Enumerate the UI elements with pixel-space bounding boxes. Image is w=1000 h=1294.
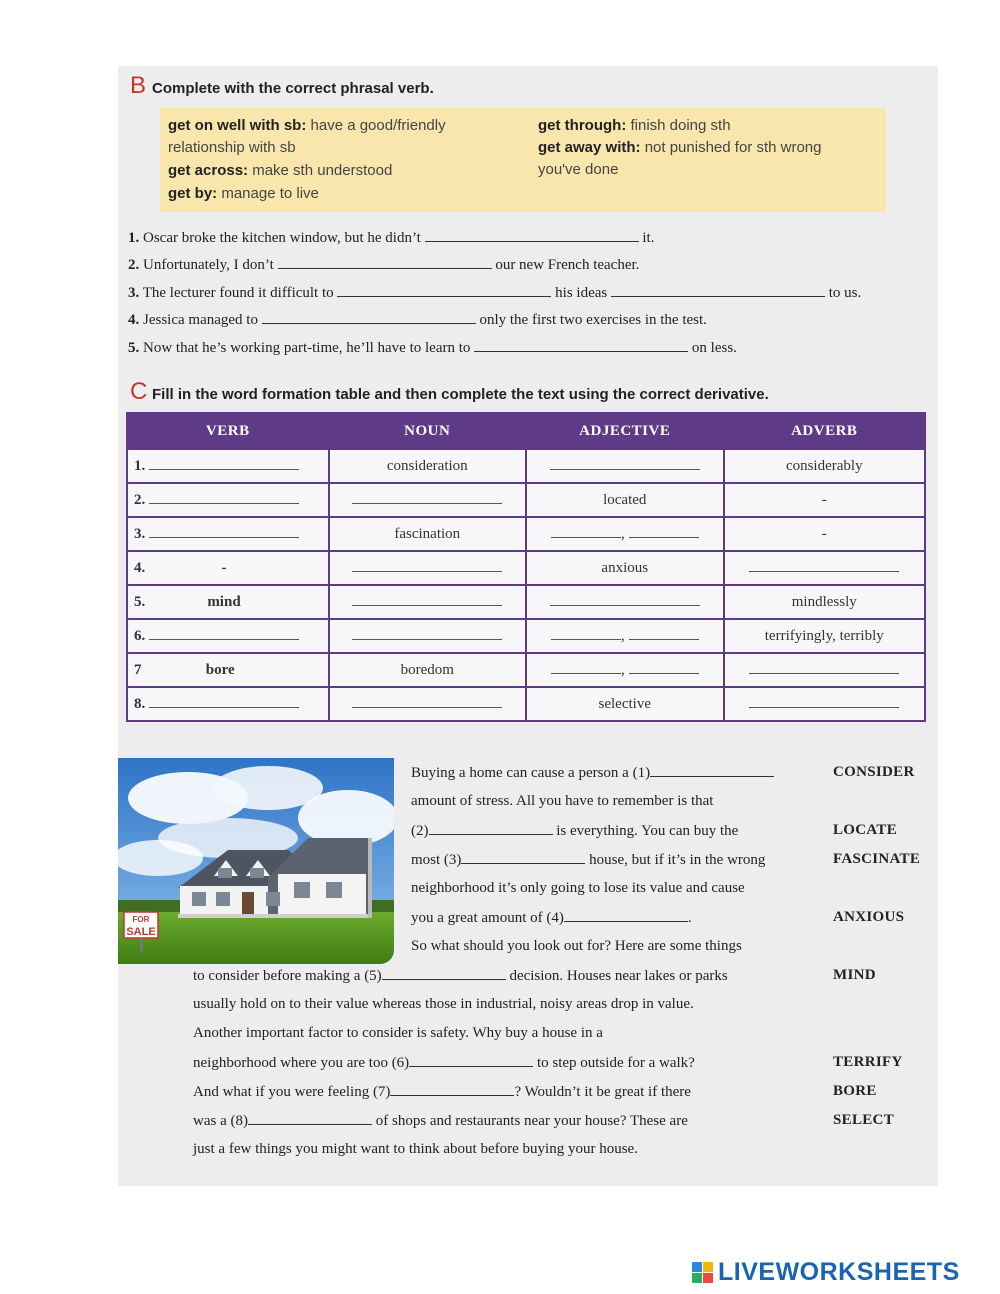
passage-text: (2) xyxy=(411,823,429,839)
row-number: 7 xyxy=(134,661,142,678)
header-adjective: ADJECTIVE xyxy=(526,413,724,449)
answer-blank[interactable] xyxy=(551,661,621,674)
text-line-3 xyxy=(411,822,738,840)
definition-meaning: finish doing sth xyxy=(626,117,731,134)
question-number: 2. xyxy=(128,257,140,273)
definition-term: get across: xyxy=(168,162,249,179)
verb-value: bore xyxy=(205,661,235,678)
gap-6-blank[interactable] xyxy=(409,1054,533,1067)
question-b1 xyxy=(128,229,654,247)
house-for-sale-photo xyxy=(118,758,394,964)
definition-term: get by: xyxy=(168,185,218,202)
row-number: 4. xyxy=(134,559,146,576)
question-text: to us. xyxy=(824,285,862,301)
question-text: Oscar broke the kitchen window, but he didn’t xyxy=(139,230,425,246)
passage-text: ? Wouldn’t it be great if there xyxy=(514,1084,691,1100)
table-row xyxy=(127,551,925,585)
table-row xyxy=(127,653,925,687)
answer-blank[interactable] xyxy=(149,525,299,538)
table-header-row xyxy=(127,413,925,449)
adverb-cell: terrifyingly, terribly xyxy=(724,619,925,653)
header-adverb: ADVERB xyxy=(724,413,925,449)
text-line-8 xyxy=(193,967,728,985)
definition-get-across xyxy=(168,160,392,182)
answer-blank[interactable] xyxy=(278,256,492,269)
gap-1-blank[interactable] xyxy=(650,764,774,777)
question-number: 4. xyxy=(128,312,140,328)
answer-blank[interactable] xyxy=(749,559,899,572)
answer-blank[interactable] xyxy=(352,593,502,606)
liveworksheets-logo-icon xyxy=(692,1262,714,1284)
verb-cell xyxy=(127,585,329,619)
header-verb: VERB xyxy=(127,413,329,449)
definition-meaning: make sth understood xyxy=(248,162,393,179)
question-b5 xyxy=(128,339,737,357)
passage-text: to consider before making a (5) xyxy=(193,968,382,984)
answer-blank[interactable] xyxy=(474,339,688,352)
row-number: 2. xyxy=(134,492,146,508)
noun-cell xyxy=(329,687,527,721)
adjective-cell: anxious xyxy=(526,551,724,585)
passage-text: And what if you were feeling (7) xyxy=(193,1084,391,1100)
question-b3 xyxy=(128,284,861,302)
noun-cell xyxy=(329,585,527,619)
adverb-cell: - xyxy=(724,483,925,517)
keyword-mind: MIND xyxy=(833,967,876,983)
definition-term: get on well with sb: xyxy=(168,117,307,134)
definition-meaning: not punished for sth wrong xyxy=(640,139,822,156)
passage-text: most (3) xyxy=(411,852,462,868)
text-line-9: usually hold on to their value whereas those in industrial, noisy areas drop in value. xyxy=(193,996,694,1012)
adjective-cell xyxy=(526,585,724,619)
noun-cell: fascination xyxy=(329,517,527,551)
question-text: The lecturer found it difficult to xyxy=(139,285,338,301)
section-c-letter: C xyxy=(130,378,148,405)
text-line-7: So what should you look out for? Here are some things xyxy=(411,938,742,954)
passage-text: . xyxy=(687,910,692,926)
table-row xyxy=(127,483,925,517)
adverb-cell: considerably xyxy=(724,449,925,483)
gap-2-blank[interactable] xyxy=(429,822,553,835)
gap-8-blank[interactable] xyxy=(248,1112,372,1125)
verb-cell xyxy=(127,483,329,517)
answer-blank[interactable] xyxy=(749,695,899,708)
row-number: 3. xyxy=(134,526,146,542)
noun-cell xyxy=(329,551,527,585)
passage-text: is everything. You can buy the xyxy=(552,823,739,839)
answer-blank[interactable] xyxy=(629,525,699,538)
table-row xyxy=(127,619,925,653)
answer-blank[interactable] xyxy=(550,593,700,606)
verb-value: - xyxy=(221,559,227,576)
answer-blank[interactable] xyxy=(550,457,700,470)
adverb-cell xyxy=(724,687,925,721)
question-text: Now that he’s working part-time, he’ll have to learn to xyxy=(139,340,475,356)
keyword-terrify: TERRIFY xyxy=(833,1054,903,1070)
verb-cell xyxy=(127,619,329,653)
keyword-bore: BORE xyxy=(833,1083,877,1099)
question-b4 xyxy=(128,311,707,329)
table-row xyxy=(127,585,925,619)
answer-blank[interactable] xyxy=(551,525,621,538)
row-number: 1. xyxy=(134,458,146,474)
answer-blank[interactable] xyxy=(337,284,551,297)
answer-blank[interactable] xyxy=(749,661,899,674)
gap-3-blank[interactable] xyxy=(461,851,585,864)
question-number: 1. xyxy=(128,230,140,246)
text-line-5: neighborhood it’s only going to lose its value and cause xyxy=(411,880,745,896)
section-c-title: Fill in the word formation table and then complete the text using the correct derivative. xyxy=(152,386,769,403)
answer-blank[interactable] xyxy=(149,457,299,470)
verb-cell xyxy=(127,449,329,483)
answer-blank[interactable] xyxy=(352,627,502,640)
text-line-4 xyxy=(411,851,765,869)
noun-cell: consideration xyxy=(329,449,527,483)
adjective-cell xyxy=(526,517,724,551)
row-number: 5. xyxy=(134,593,146,610)
liveworksheets-logo-text: LIVEWORKSHEETS xyxy=(718,1258,960,1286)
keyword-fascinate: FASCINATE xyxy=(833,851,921,867)
passage-text: neighborhood where you are too (6) xyxy=(193,1055,410,1071)
text-line-10: Another important factor to consider is safety. Why buy a house in a xyxy=(193,1025,603,1041)
table-row xyxy=(127,517,925,551)
passage-text: you a great amount of (4) xyxy=(411,910,564,926)
comma: , xyxy=(621,628,625,644)
answer-blank[interactable] xyxy=(149,695,299,708)
house-illustration xyxy=(118,758,394,964)
passage-text: was a (8) xyxy=(193,1113,248,1129)
keyword-select: SELECT xyxy=(833,1112,894,1128)
answer-blank[interactable] xyxy=(149,491,299,504)
adverb-cell xyxy=(724,551,925,585)
question-text: on less. xyxy=(688,340,737,356)
question-number: 3. xyxy=(128,285,140,301)
answer-blank[interactable] xyxy=(262,311,476,324)
verb-value: mind xyxy=(207,593,241,610)
adjective-cell xyxy=(526,449,724,483)
table-row xyxy=(127,449,925,483)
row-number: 6. xyxy=(134,628,146,644)
adjective-cell xyxy=(526,653,724,687)
table-row xyxy=(127,687,925,721)
question-text: only the first two exercises in the test. xyxy=(475,312,707,328)
question-text: Jessica managed to xyxy=(139,312,262,328)
adjective-cell xyxy=(526,619,724,653)
verb-cell xyxy=(127,687,329,721)
answer-blank[interactable] xyxy=(352,559,502,572)
adverb-cell: - xyxy=(724,517,925,551)
comma: , xyxy=(621,526,625,542)
keyword-consider: CONSIDER xyxy=(833,764,915,780)
verb-cell xyxy=(127,517,329,551)
passage-text: of shops and restaurants near your house? These are xyxy=(371,1113,688,1129)
adjective-cell: located xyxy=(526,483,724,517)
answer-blank[interactable] xyxy=(629,661,699,674)
adverb-cell: mindlessly xyxy=(724,585,925,619)
definition-term: get away with: xyxy=(538,139,641,156)
text-line-13 xyxy=(193,1112,688,1130)
definition-meaning: have a good/friendly xyxy=(306,117,446,134)
answer-blank[interactable] xyxy=(629,627,699,640)
comma: , xyxy=(621,662,625,678)
text-line-12 xyxy=(193,1083,691,1101)
header-noun: NOUN xyxy=(329,413,527,449)
question-number: 5. xyxy=(128,340,140,356)
gap-5-blank[interactable] xyxy=(382,967,506,980)
definition-meaning: manage to live xyxy=(217,185,319,202)
section-b-letter: B xyxy=(130,72,147,99)
question-text: Unfortunately, I don’t xyxy=(139,257,278,273)
definition-term: get through: xyxy=(538,117,627,134)
definition-get-through xyxy=(538,115,731,137)
definition-meaning: relationship with sb xyxy=(168,139,296,156)
text-line-6 xyxy=(411,909,692,927)
question-text: his ideas xyxy=(551,285,611,301)
text-line-14: just a few things you might want to think about before buying your house. xyxy=(193,1141,638,1157)
answer-blank[interactable] xyxy=(352,491,502,504)
answer-blank[interactable] xyxy=(425,229,639,242)
question-text: our new French teacher. xyxy=(491,257,640,273)
sign-for-text: FOR xyxy=(132,915,150,924)
verb-cell xyxy=(127,551,329,585)
text-line-2: amount of stress. All you have to remember is that xyxy=(411,793,714,809)
question-b2 xyxy=(128,256,639,274)
gap-4-blank[interactable] xyxy=(564,909,688,922)
passage-text: decision. Houses near lakes or parks xyxy=(505,968,728,984)
passage-text: Buying a home can cause a person a (1) xyxy=(411,765,651,781)
section-b-title: Complete with the correct phrasal verb. xyxy=(152,80,434,97)
keyword-locate: LOCATE xyxy=(833,822,898,838)
definition-get-away-with xyxy=(538,137,821,181)
passage-text: to step outside for a walk? xyxy=(533,1055,695,1071)
keyword-anxious: ANXIOUS xyxy=(833,909,905,925)
definition-get-on-well xyxy=(168,115,446,159)
word-formation-table xyxy=(126,412,926,722)
answer-blank[interactable] xyxy=(611,284,825,297)
answer-blank[interactable] xyxy=(149,627,299,640)
answer-blank[interactable] xyxy=(551,627,621,640)
text-line-11 xyxy=(193,1054,695,1072)
noun-cell xyxy=(329,619,527,653)
definition-get-by xyxy=(168,183,319,205)
sign-sale-text: SALE xyxy=(126,926,156,938)
gap-7-blank[interactable] xyxy=(390,1083,514,1096)
row-number: 8. xyxy=(134,696,146,712)
noun-cell: boredom xyxy=(329,653,527,687)
definition-meaning: you've done xyxy=(538,161,619,178)
question-text: it. xyxy=(638,230,655,246)
adjective-cell: selective xyxy=(526,687,724,721)
passage-text: house, but if it’s in the wrong xyxy=(585,852,766,868)
answer-blank[interactable] xyxy=(352,695,502,708)
adverb-cell xyxy=(724,653,925,687)
verb-cell xyxy=(127,653,329,687)
noun-cell xyxy=(329,483,527,517)
text-line-1 xyxy=(411,764,774,782)
